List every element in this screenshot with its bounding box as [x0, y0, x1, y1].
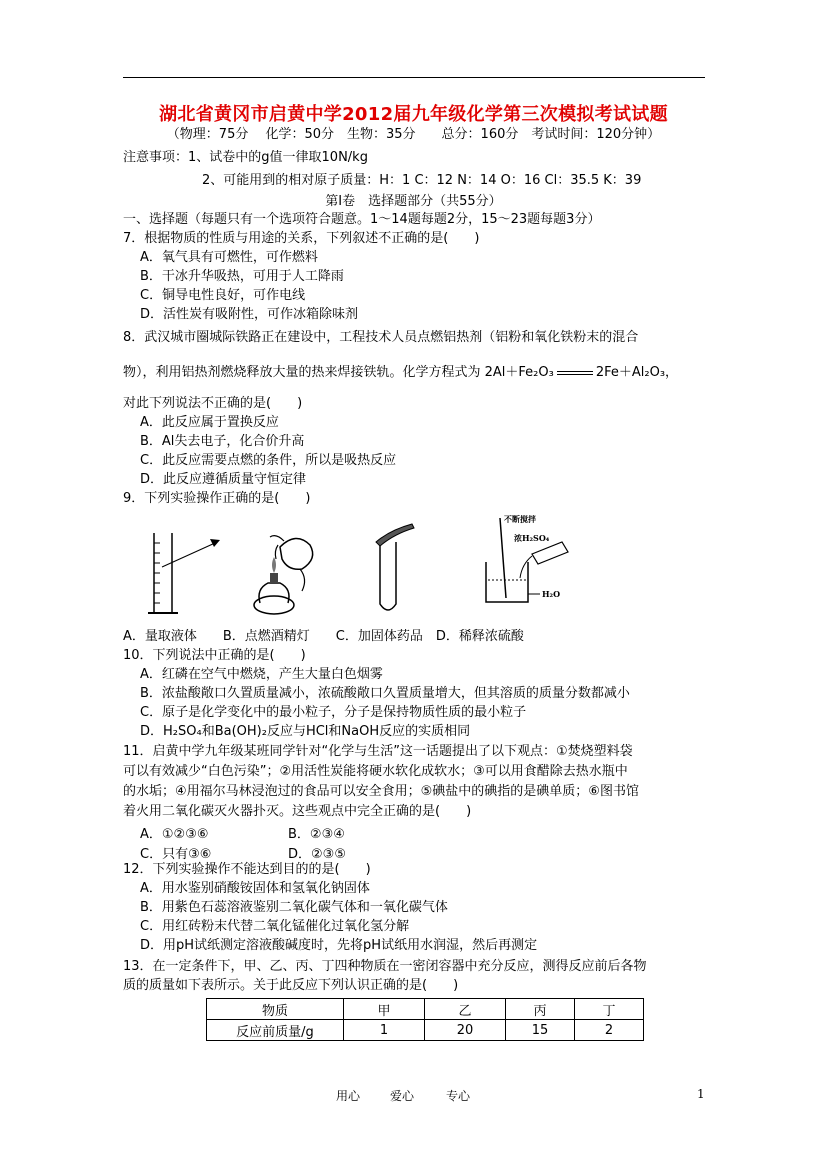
table-header-cell: 丁: [575, 999, 644, 1020]
exam-title: 湖北省黄冈市启黄中学2012届九年级化学第三次模拟考试试题: [159, 104, 668, 125]
q8-stem-1: 8．武汉城市圈城际铁路正在建设中，工程技术人员点燃铝热剂（铝粉和氧化铁粉末的混合: [123, 330, 639, 345]
fig-label-acid: 浓H₂SO₄: [514, 533, 550, 543]
q11-option-b: B．②③④: [288, 827, 345, 842]
q7-option-d: D．活性炭有吸附性，可作冰箱除味剂: [140, 307, 359, 322]
q8-stem-2: [123, 364, 678, 382]
table-cell: 反应前质量/g: [207, 1020, 344, 1041]
q11-option-a: A．①②③⑥: [140, 827, 209, 842]
q8-option-c: C．此反应需要点燃的条件，所以是吸热反应: [140, 453, 397, 468]
q11-option-d: D．②③⑤: [288, 847, 346, 862]
q12-option-a: A．用水鉴别硝酸铵固体和氢氧化钠固体: [140, 881, 370, 896]
q11-line-2: 可以有效减少“白色污染”；②用活性炭能将硬水软化成软水；③可以用食醋除去热水瓶中: [123, 764, 628, 779]
q8-equation-right: 2Fe＋Al₂O₃，: [595, 365, 679, 380]
dilution-figure: [476, 512, 586, 612]
table-header-row: [207, 999, 644, 1020]
alcohol-lamp-figure: [240, 525, 330, 620]
section1-heading: 一、选择题（每题只有一个选项符合题意。1～14题每题2分，15～23题每题3分）: [123, 212, 601, 227]
q12-stem: 12．下列实验操作不能达到目的的是( ): [123, 862, 371, 877]
part1-title: 第Ⅰ卷 选择题部分（共55分）: [325, 194, 502, 209]
table-cell: 2: [575, 1020, 644, 1041]
table-header-cell: 丙: [506, 999, 575, 1020]
exam-subtitle: （物理：75分 化学：50分 生物：35分 总分：160分 考试时间：120分钟）: [166, 127, 661, 142]
q12-option-c: C．用红砖粉末代替二氧化锰催化过氧化氢分解: [140, 919, 410, 934]
table-row: [207, 1020, 644, 1041]
q8-option-a: A．此反应属于置换反应: [140, 415, 279, 430]
q9-options: A．量取液体 B．点燃酒精灯 C．加固体药品 D．稀释浓硫酸: [123, 629, 524, 644]
q13-stem-1: 13．在一定条件下，甲、乙、丙、丁四种物质在一密闭容器中充分反应，测得反应前后各物: [123, 959, 647, 974]
table-header-cell: 物质: [207, 999, 344, 1020]
notes-line-2: 2、可能用到的相对原子质量：H：1 C：12 N：14 O：16 Cl：35.5 K：39: [202, 173, 642, 188]
q10-option-a: A．红磷在空气中燃烧，产生大量白色烟雾: [140, 667, 383, 682]
notes-line-1: 注意事项：1、试卷中的g值一律取10N/kg: [123, 150, 368, 165]
mass-table: [206, 998, 644, 1041]
table-cell: 15: [506, 1020, 575, 1041]
q12-option-b: B．用紫色石蕊溶液鉴别二氧化碳气体和一氧化碳气体: [140, 900, 448, 915]
header-rule: [123, 77, 705, 78]
q9-stem: 9．下列实验操作正确的是( ): [123, 491, 311, 506]
q8-option-d: D．此反应遵循质量守恒定律: [140, 472, 307, 487]
q8-equation-left: 物），利用铝热剂燃烧释放大量的热来焊接铁轨。化学方程式为 2Al＋Fe₂O₃: [123, 365, 554, 380]
q7-option-a: A．氧气具有可燃性，可作燃料: [140, 250, 318, 265]
q10-option-d: D．H₂SO₄和Ba(OH)₂反应与HCl和NaOH反应的实质相同: [140, 724, 471, 739]
q10-option-b: B．浓盐酸敞口久置质量减小，浓硫酸敞口久置质量增大，但其溶质的质量分数都减小: [140, 686, 630, 701]
q8-stem-3: 对此下列说法不正确的是( ): [123, 396, 303, 411]
table-header-cell: 乙: [425, 999, 506, 1020]
footer-left: 用心: [336, 1089, 361, 1103]
table-header-cell: 甲: [344, 999, 425, 1020]
q7-option-b: B．干冰升华吸热，可用于人工降雨: [140, 269, 344, 284]
q11-option-c: C．只有③⑥: [140, 847, 212, 862]
fig-label-water: H₂O: [542, 589, 561, 599]
q10-stem: 10．下列说法中正确的是( ): [123, 648, 306, 663]
table-cell: 1: [344, 1020, 425, 1041]
measuring-cylinder-figure: [140, 525, 230, 620]
test-tube-figure: [368, 520, 438, 620]
q12-option-d: D．用pH试纸测定溶液酸碱度时，先将pH试纸用水润湿，然后再测定: [140, 938, 538, 953]
equals-sign-icon: [557, 371, 593, 375]
q10-option-c: C．原子是化学变化中的最小粒子，分子是保持物质性质的最小粒子: [140, 705, 527, 720]
q11-line-1: 11．启黄中学九年级某班同学针对“化学与生活”这一话题提出了以下观点：①焚烧塑料袋: [123, 744, 633, 759]
q13-stem-2: 质的质量如下表所示。关于此反应下列认识正确的是( ): [123, 978, 459, 993]
page-number: 1: [697, 1087, 705, 1101]
q11-line-4: 着火用二氧化碳灭火器扑灭。这些观点中完全正确的是( ): [123, 804, 472, 819]
table-cell: 20: [425, 1020, 506, 1041]
q7-option-c: C．铜导电性良好，可作电线: [140, 288, 306, 303]
q11-line-3: 的水垢；④用福尔马林浸泡过的食品可以安全食用；⑤碘盐中的碘指的是碘单质；⑥图书馆: [123, 784, 639, 799]
q8-option-b: B．Al失去电子，化合价升高: [140, 434, 305, 449]
footer-right: 专心: [446, 1089, 471, 1103]
footer-mid: 爱心: [390, 1089, 415, 1103]
fig-label-stir: 不断搅拌: [504, 514, 536, 524]
q7-stem: 7．根据物质的性质与用途的关系，下列叙述不正确的是( ): [123, 231, 480, 246]
